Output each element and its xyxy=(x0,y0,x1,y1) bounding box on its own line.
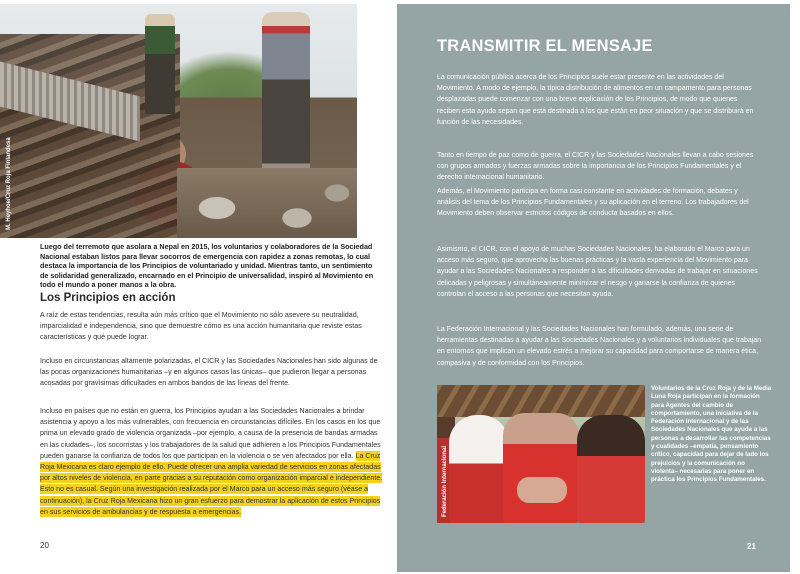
body-paragraph: Además, el Movimiento participa en forma casi constante en actividades de formación, debates y análisis del tema de los Principios Fundamentales y su aplicación en el terreno. Los trabajadores del Movimiento deben observar estrictos códigos de conducta basados en ellos. xyxy=(437,188,749,218)
photo-caption: Luego del terremoto que asolara a Nepal en 2015, los voluntarios y colaboradores de la Sociedad Nacional estaban listos para llevar socorros de emergencia con rapidez a zonas remotas, lo cual destaca la importancia de los Principios de voluntariado y unidad. Mientras tanto, un sentimiento de solidaridad generalizado, encarnado en el Principio de universalidad, inspiró al Movimiento en todo el mundo a poner manos a la obra. xyxy=(40,242,374,290)
photo-credit: Federación Internacional xyxy=(442,445,448,517)
photo-caption: Voluntarios de la Cruz Roja y de la Media Luna Roja participan en la formación para Agentes del cambio de comportamiento, una iniciativa de la Federación Internacional y de las Sociedades Nacionales que ayuda a las personas a desarrollar las competencias y cualidades –empatía, pensamiento crítico, capacidad para dejar de lado los prejuicios y la comunicación no violenta– necesarias para poner en práctica los Principios Fundamentales. xyxy=(651,385,772,484)
left-page xyxy=(0,0,390,574)
nepal-earthquake-photo xyxy=(0,4,357,238)
right-page xyxy=(397,4,790,572)
section-heading: Los Principios en acción xyxy=(40,292,176,304)
body-paragraph: La Federación Internacional y las Sociedades Nacionales han formulado, además, una serie de herramientas destinadas a ayudar a las Sociedades Nacionales y a voluntarios individuales que trabajan en entornos que implican un elevado estrés a mejorar su capacidad para comportarse de manera ética, compasiva y de conformidad con los Principios. xyxy=(437,326,762,367)
photo-hands xyxy=(517,477,567,503)
volunteers-training-photo xyxy=(437,385,645,523)
photo-person-middle xyxy=(503,413,579,523)
page-title: TRANSMITIR EL MENSAJE xyxy=(437,37,653,55)
page-edge xyxy=(790,0,800,574)
body-paragraph: Tanto en tiempo de paz como de guerra, el CICR y las Sociedades Nacionales llevan a cabo sesiones con grupos armados y fuerzas armadas sobre la importancia de los Principios Fundamentales y el derecho internacional humanitario. xyxy=(437,152,754,182)
body-paragraph: Asimismo, el CICR, con el apoyo de muchas Sociedades Nacionales, ha elaborado el Marco para un acceso más seguro, que aprovecha las buenas prácticas y la vasta experiencia del Movimiento para ayudar a las Sociedades Nacionales a responder a las dificultades derivadas de trabajar en situaciones delicadas y peligrosas y simultáneamente minimizar el riesgo y ganarse la confianza de quienes controlan el acceso a las personas que necesitan ayuda. xyxy=(437,246,758,298)
paragraph-text: Incluso en países que no están en guerra, los Principios ayudan a las Sociedades Nacionales a brindar asistencia y apoyo a los más vulnerables, con frecuencia en circunstancias difíciles. En los casos en los que prima un elevado grado de violencia organizada –por ejemplo, a causa de la presencia de bandas armadas en las ciudades–, los socorristas y los trabajadores de la salud que adhieren a los Principios Fundamentales pueden ganarse la confianza de todos los que participan en la violencia o se ven afectados por ella. xyxy=(40,407,381,460)
page-number: 21 xyxy=(747,542,756,551)
body-paragraph: A raíz de estas tendencias, resulta aún más crítico que el Movimiento no sólo asevere su neutralidad, imparcialidad e independencia, sino que demuestre cómo es una acción humanitaria que reviste estas características y qué puede lograr. xyxy=(40,311,362,342)
photo-person-standing xyxy=(262,12,310,190)
photo-person-background xyxy=(145,14,175,114)
body-paragraph-highlighted xyxy=(40,406,384,518)
body-paragraph: Incluso en circunstancias altamente polarizadas, el CICR y las Sociedades Nacionales han sido algunas de las pocas organizaciones humanitarias –y en algunos casos las únicas– que pudieron llegar a personas acosadas por gravísimas dificultades en ambos bandos de las líneas del frente. xyxy=(40,357,378,388)
photo-person-right xyxy=(577,415,645,523)
photo-rubble xyxy=(177,168,357,238)
body-paragraph: La comunicación pública acerca de los Principios suele estar presente en las actividades del Movimiento. A modo de ejemplo, la típica distribución de alimentos en un campamento para personas desplazadas puede comenzar con una breve explicación de los Principios, de modo que quienes reciben esta ayuda sepan que está destinada a los que están en peor situación y que se distribuirá en función de las necesidades. xyxy=(437,74,754,126)
photo-credit: M. Heyhoe/Cruz Roja Finlandesa xyxy=(6,137,12,230)
highlighted-text: La Cruz Roja Mexicana es claro ejemplo de ello. Puede ofrecer una amplia variedad de servicios en zonas afectadas por altos niveles de violencia, en parte gracias a su reputación como organización imparcial e independiente. Esto no es casual. Según una investigación realizada por el Marco para un acceso más seguro (véase a continuación), la Cruz Roja Mexicana hizo un gran esfuerzo para demostrar la aplicación de estos Principios en sus servicios de ambulancias y de respuesta a emergencias. xyxy=(40,451,383,516)
photo-person-left xyxy=(449,415,509,523)
page-number: 20 xyxy=(40,541,49,550)
